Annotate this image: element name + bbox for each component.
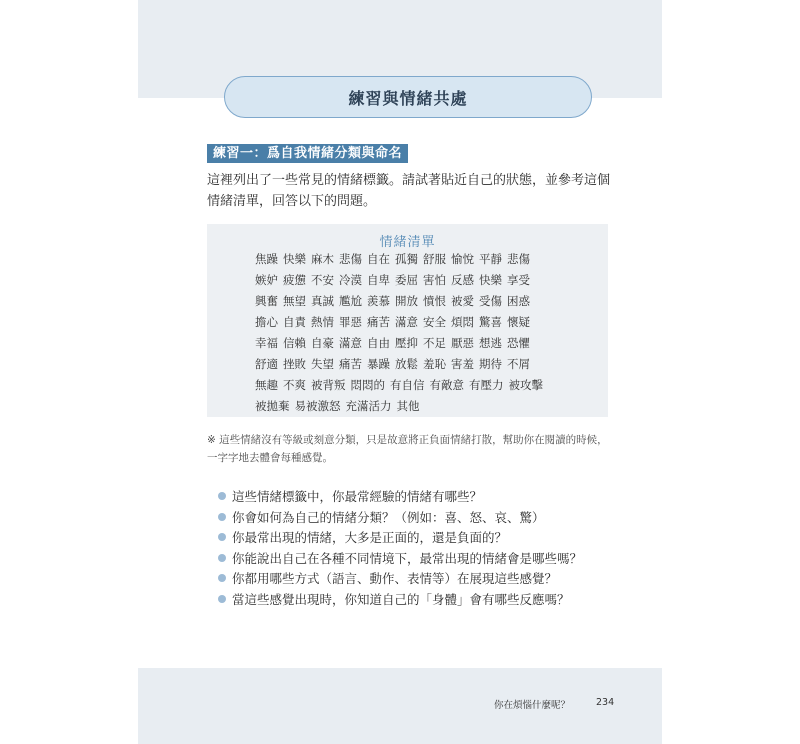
question-item [218,569,582,590]
emotion-word: 痛苦 [339,357,362,371]
emotion-word: 暴躁 [367,357,390,371]
emotion-word: 委屈 [395,273,418,287]
question-text: 你會如何為自己的情緒分類？（例如：喜、怒、哀、驚） [232,509,545,525]
page-bottom-band [138,668,662,744]
question-item [218,487,582,508]
question-item [218,549,582,570]
emotion-word: 不安 [311,273,334,287]
emotion-word: 充滿活力 [345,399,392,413]
emotion-word: 有壓力 [469,378,504,392]
emotion-word: 熱情 [311,315,334,329]
emotion-word: 幸福 [255,336,278,350]
bullet-icon [218,513,226,521]
emotion-word: 平靜 [479,252,502,266]
emotion-word: 自由 [367,336,390,350]
emotion-word: 失望 [311,357,334,371]
emotion-word: 焦躁 [255,252,278,266]
emotion-word: 不屑 [507,357,530,371]
emotion-word: 被愛 [451,294,474,308]
emotion-word: 舒適 [255,357,278,371]
emotion-word: 不爽 [283,378,306,392]
question-text: 你都用哪些方式（語言、動作、表情等）在展現這些感覺？ [232,571,558,586]
question-item [218,590,582,611]
emotion-word: 自在 [367,252,390,266]
question-text: 你最常出現的情緒，大多是正面的，還是負面的？ [232,530,508,545]
emotion-word: 擔心 [255,315,278,329]
emotion-word: 被背叛 [311,378,346,392]
emotion-word: 愉悅 [451,252,474,266]
emotion-list-rows [255,249,548,417]
question-item [218,528,582,549]
emotion-word: 受傷 [479,294,502,308]
emotion-word: 悲傷 [339,252,362,266]
emotion-word: 易被激怒 [294,399,341,413]
emotion-word: 享受 [507,273,530,287]
footer-book-title: 你在煩惱什麼呢？ [494,700,571,711]
emotion-row [255,375,548,396]
emotion-word: 快樂 [283,252,306,266]
emotion-list-box [207,224,608,417]
emotion-word: 自卑 [367,273,390,287]
emotion-word: 羞恥 [423,357,446,371]
emotion-word: 憤恨 [423,294,446,308]
emotion-word: 羨慕 [367,294,390,308]
emotion-word: 麻木 [311,252,334,266]
exercise-label: 練習一：爲自我情緒分類與命名 [207,144,408,163]
question-text: 當這些感覺出現時，你知道自己的「身體」會有哪些反應嗎？ [232,591,570,607]
emotion-row [255,270,548,291]
emotion-word: 驚喜 [479,315,502,329]
emotion-word: 自豪 [311,336,334,350]
question-item [218,508,582,529]
emotion-word: 安全 [423,315,446,329]
emotion-word: 其他 [396,399,420,413]
emotion-word: 被拋棄 [255,399,290,413]
emotion-word: 反感 [451,273,474,287]
emotion-word: 快樂 [479,273,502,287]
emotion-word: 被攻擊 [508,378,543,392]
question-text: 你能說出自己在各種不同情境下，最常出現的情緒會是哪些嗎？ [232,550,583,566]
emotion-word: 厭惡 [451,336,474,350]
emotion-word: 興奮 [255,294,278,308]
emotion-row [255,354,548,375]
emotion-word: 懷疑 [507,315,530,329]
exercise-intro: 這裡列出了一些常見的情緒標籤。請試著貼近自己的狀態，並參考這個情緒清單，回答以下的問題。 [207,173,611,209]
emotion-word: 悲傷 [507,252,530,266]
emotion-word: 期待 [479,357,502,371]
emotion-row [255,249,548,270]
emotion-word: 害羞 [451,357,474,371]
emotion-word: 舒服 [423,252,446,266]
question-text: 這些情緒標籤中，你最常經驗的情緒有哪些？ [232,489,483,504]
bullet-icon [218,554,226,562]
emotion-word: 無望 [283,294,306,308]
emotion-row [255,291,548,312]
emotion-word: 煩悶 [451,315,474,329]
emotion-word: 有自信 [390,378,425,392]
emotion-word: 放鬆 [395,357,418,371]
emotion-word: 恐懼 [507,336,530,350]
chapter-title: 練習與情緒共處 [348,88,468,108]
emotion-word: 真誠 [311,294,334,308]
emotion-word: 無趣 [255,378,278,392]
emotion-word: 嫉妒 [255,273,278,287]
emotion-word: 冷漠 [339,273,362,287]
chapter-title-banner [224,76,592,118]
emotion-word: 痛苦 [367,315,390,329]
bullet-icon [218,595,226,603]
question-list [218,487,582,610]
page-number: 234 [596,697,615,708]
emotion-word: 害怕 [423,273,446,287]
emotion-row [255,396,548,417]
bullet-icon [218,492,226,500]
emotion-word: 疲憊 [283,273,306,287]
emotion-list-title: 情緒清單 [379,235,436,250]
emotion-word: 有敵意 [429,378,464,392]
footnote: ※ 這些情緒沒有等級或刻意分類，只是故意將正負面情緒打散，幫助你在閱讀的時候，一字字地去體會每種感覺。 [207,434,608,464]
emotion-word: 開放 [395,294,418,308]
emotion-word: 想逃 [479,336,502,350]
emotion-word: 壓抑 [395,336,418,350]
emotion-word: 不足 [423,336,446,350]
emotion-word: 困惑 [507,294,530,308]
emotion-word: 罪惡 [339,315,362,329]
emotion-word: 信賴 [283,336,306,350]
emotion-row [255,312,548,333]
bullet-icon [218,533,226,541]
bullet-icon [218,574,226,582]
emotion-word: 孤獨 [395,252,418,266]
emotion-word: 挫敗 [283,357,306,371]
emotion-word: 滿意 [395,315,418,329]
emotion-row [255,333,548,354]
emotion-word: 自責 [283,315,306,329]
emotion-word: 滿意 [339,336,362,350]
emotion-word: 悶悶的 [350,378,385,392]
emotion-word: 尷尬 [339,294,362,308]
